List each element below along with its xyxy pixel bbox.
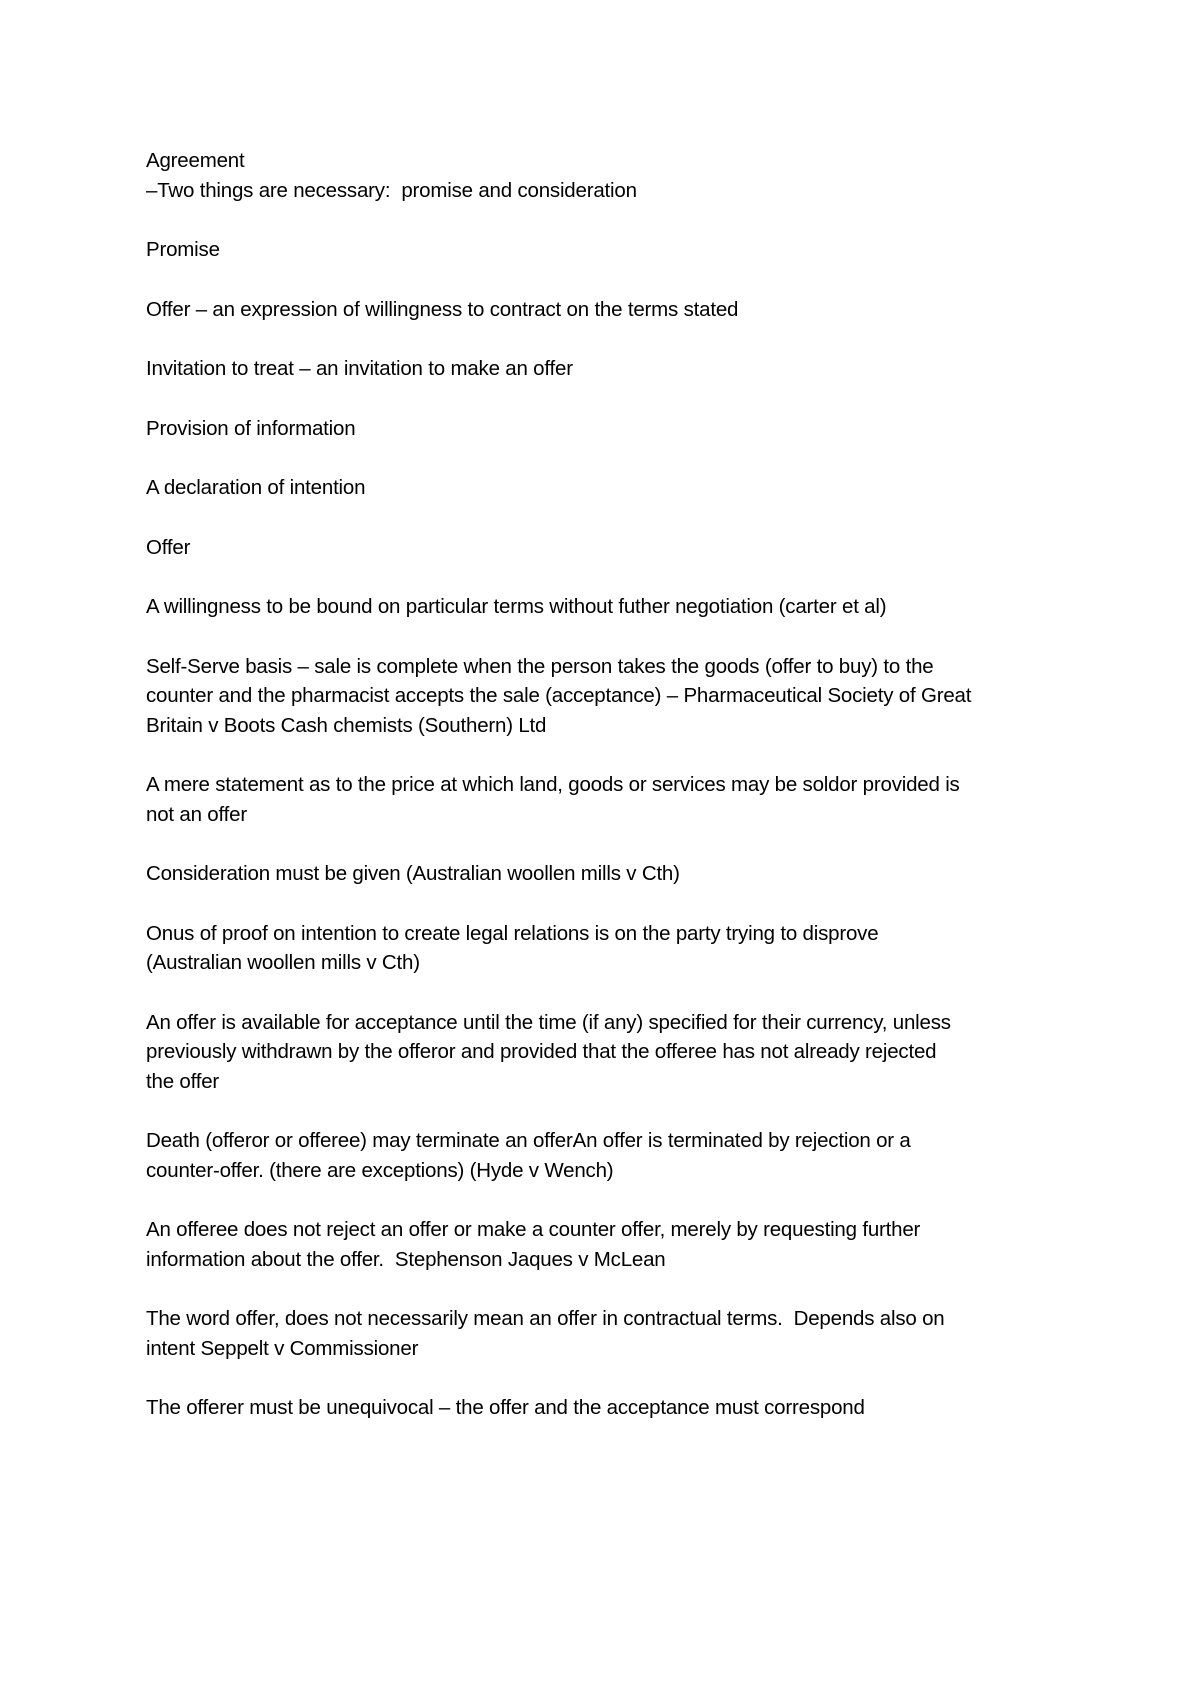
- text-line: A willingness to be bound on particular terms without futher negotiation (carter et al): [146, 595, 887, 618]
- text-line: A mere statement as to the price at which land, goods or services may be soldor provided is: [146, 773, 960, 796]
- paragraph: [146, 919, 1066, 978]
- paragraph: [146, 295, 1066, 325]
- paragraph: [146, 473, 1066, 503]
- text-line: (Australian woollen mills v Cth): [146, 951, 420, 974]
- text-line: Invitation to treat – an invitation to make an offer: [146, 357, 573, 380]
- text-line: not an offer: [146, 802, 247, 826]
- paragraph: [146, 354, 1066, 384]
- paragraph: [146, 533, 1066, 563]
- text-line: The offerer must be unequivocal – the offer and the acceptance must correspond: [146, 1396, 865, 1419]
- text-line: counter and the pharmacist accepts the sale (acceptance) – Pharmaceutical Society of Great: [146, 684, 972, 707]
- paragraph: [146, 146, 1066, 205]
- paragraph: [146, 1215, 1066, 1274]
- heading-promise: Promise: [146, 238, 220, 261]
- text-line: information about the offer. Stephenson Jaques v McLean: [146, 1247, 666, 1271]
- text-line: Onus of proof on intention to create legal relations is on the party trying to disprove: [146, 921, 879, 945]
- heading-offer: Offer: [146, 535, 191, 559]
- paragraph: [146, 1393, 1066, 1423]
- text-line: The word offer, does not necessarily mean an offer in contractual terms. Depends also on: [146, 1307, 945, 1330]
- paragraph: [146, 1126, 1066, 1185]
- paragraph: [146, 652, 1066, 741]
- document-body: [146, 146, 1066, 1453]
- text-line: Self-Serve basis – sale is complete when the person takes the goods (offer to buy) to the: [146, 654, 934, 678]
- paragraph: [146, 859, 1066, 889]
- paragraph: [146, 235, 1066, 265]
- text-line: counter-offer. (there are exceptions) (Hyde v Wench): [146, 1158, 614, 1182]
- text-line: Britain v Boots Cash chemists (Southern) Ltd: [146, 713, 547, 737]
- heading-agreement: Agreement: [146, 149, 245, 172]
- text-line: An offeree does not reject an offer or make a counter offer, merely by requesting further: [146, 1218, 921, 1241]
- text-line: An offer is available for acceptance until the time (if any) specified for their currency, unless: [146, 1010, 951, 1034]
- text-line: Death (offeror or offeree) may terminate an offerAn offer is terminated by rejection or a: [146, 1129, 911, 1152]
- text-line: Consideration must be given (Australian woollen mills v Cth): [146, 862, 680, 885]
- paragraph: [146, 414, 1066, 444]
- text-line: –Two things are necessary: promise and consideration: [146, 178, 637, 202]
- text-line: Provision of information: [146, 416, 356, 440]
- text-line: previously withdrawn by the offeror and provided that the offeree has not already rejected: [146, 1040, 937, 1063]
- text-line: Offer – an expression of willingness to contract on the terms stated: [146, 297, 739, 321]
- paragraph: [146, 1008, 1066, 1097]
- text-line: the offer: [146, 1069, 220, 1093]
- text-line: intent Seppelt v Commissioner: [146, 1336, 419, 1360]
- paragraph: [146, 592, 1066, 622]
- paragraph: [146, 770, 1066, 829]
- text-line: A declaration of intention: [146, 476, 366, 499]
- paragraph: [146, 1304, 1066, 1363]
